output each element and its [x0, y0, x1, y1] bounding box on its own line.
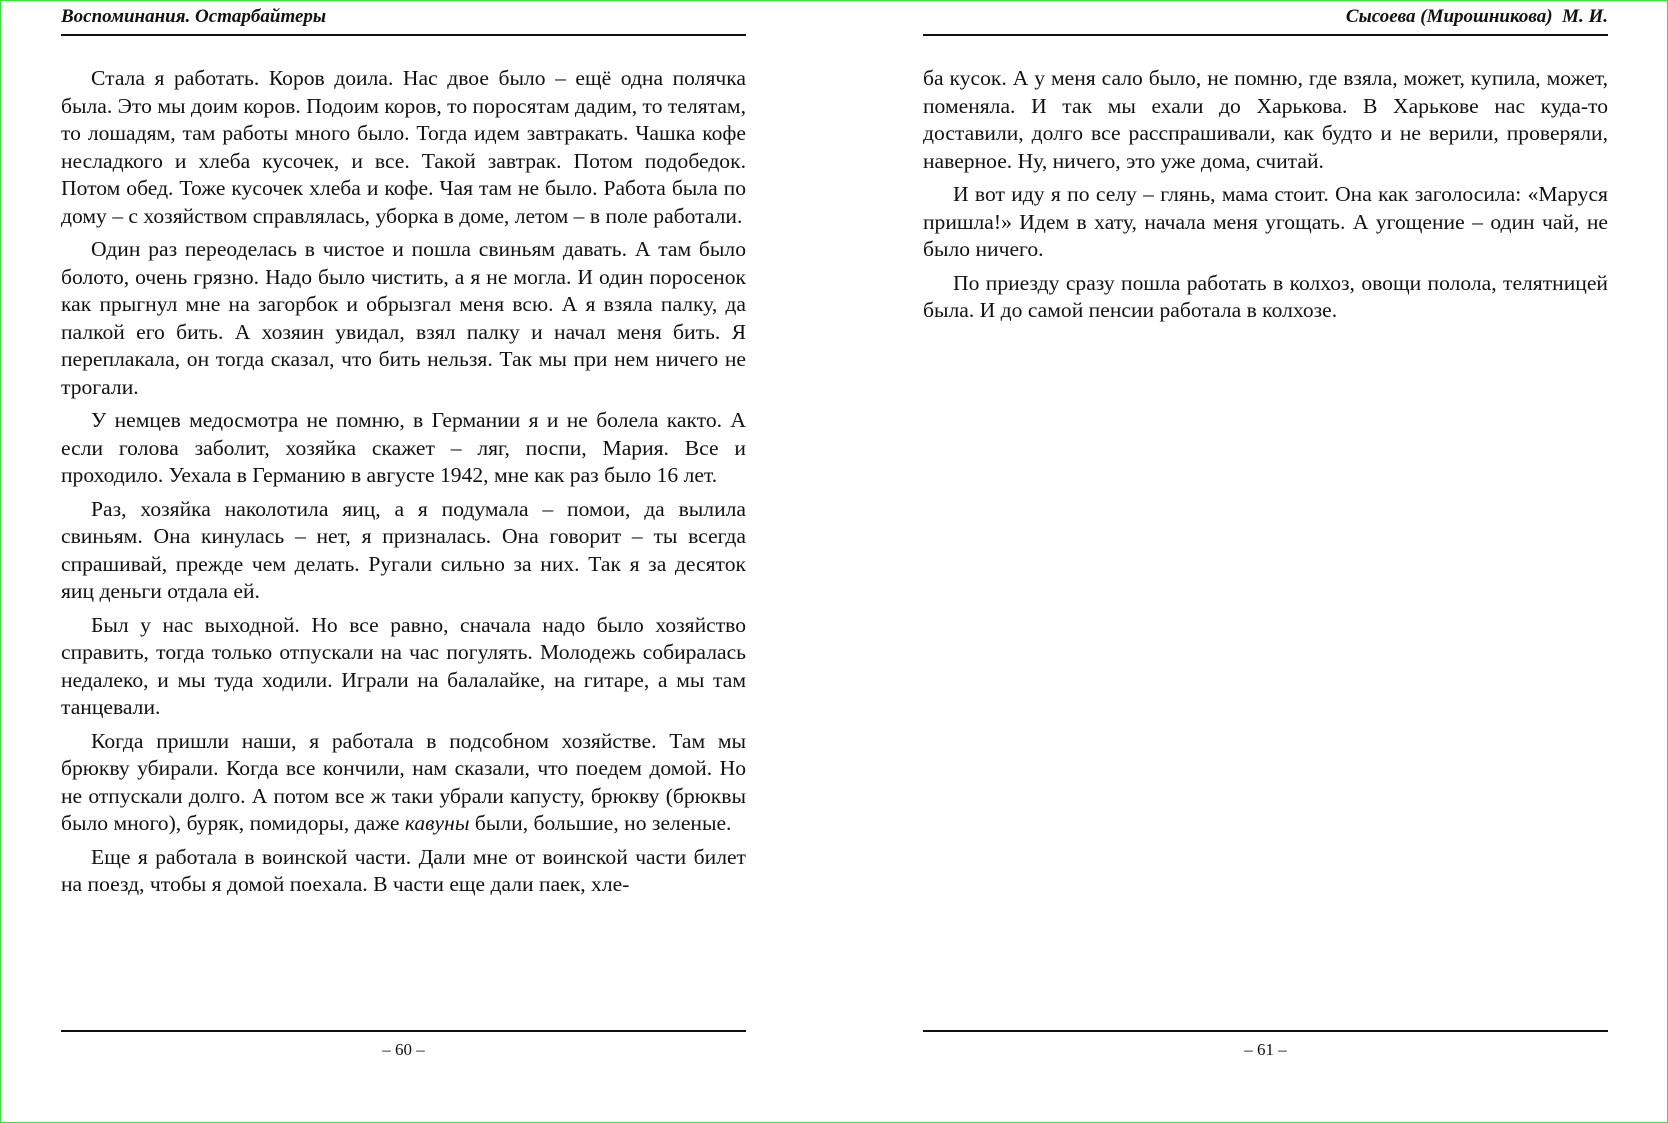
right-body-text [923, 65, 1608, 331]
left-body-text [61, 65, 746, 905]
left-paragraph-5: Был у нас выходной. Но все равно, сначала надо было хозяйство справить, тогда только отпускали на час погулять. Молодежь собиралась недалеко, и мы туда ходили. Играли на балалайке, на гитаре, а мы там танцевали. [61, 612, 746, 719]
right-page-number: – 61 – [1244, 1040, 1287, 1059]
paragraph-6-text-before: Когда пришли наши, я работала в подсобном хозяйстве. Там мы брюкву убирали. Когда все кончили, нам сказали, что поедем домой. Но не отпускали долго. А потом все ж таки убрали капусту, брюкву (брюквы было много), буряк, помидоры, даже [61, 728, 746, 835]
right-paragraph-2: По приезду сразу пошла работать в колхоз, овощи полола, телятницей была. И до самой пенсии работала в колхозе. [923, 270, 1608, 322]
left-header-rule [61, 34, 746, 36]
left-paragraph-7: Еще я работала в воинской части. Дали мне от воинской части билет на поезд, чтобы я домой поехала. В части еще дали паек, хле- [61, 844, 746, 896]
left-page [61, 0, 746, 1123]
left-paragraph-6 [61, 728, 746, 838]
left-footer-rule [61, 1030, 746, 1032]
right-header-rule [923, 34, 1608, 36]
right-paragraph-1: И вот иду я по селу – глянь, мама стоит. Она как заголосила: «Маруся пришла!» Идем в хату, начала меня угощать. А угощение – один чай, не было ничего. [923, 182, 1608, 261]
right-continuation-paragraph: ба кусок. А у меня сало было, не помню, где взяла, может, купила, может, поменяла. И так мы ехали до Харькова. В Харькове нас куда-то доставили, долго все расспрашивали, как будто и не верили, проверяли, наверное. Ну, ничего, это уже дома, считай. [923, 66, 1608, 173]
left-paragraph-4: Раз, хозяйка наколотила яиц, а я подумала – помои, да вылила свиньям. Она кинулась – нет, я призналась. Она говорит – ты всегда спрашивай, прежде чем делать. Ругали сильно за них. Так я за десяток яиц деньги отдала ей. [61, 496, 746, 603]
right-footer-rule [923, 1030, 1608, 1032]
left-paragraph-3: У немцев медосмотра не помню, в Германии я и не болела както. А если голова заболит, хозяйка скажет – ляг, поспи, Мария. Все и проходило. Уехала в Германию в августе 1942, мне как раз было 16 лет. [61, 408, 746, 487]
left-paragraph-2: Один раз переоделась в чистое и пошла свиньям давать. А там было болото, очень грязно. Надо было чистить, а я не могла. И один поросенок как прыгнул мне на загорбок и обрызгал меня всю. А я взяла палку, да палкой его бить. А хозяин увидал, взял палку и начал меня бить. Я переплакала, он тогда сказал, что бить нельзя. Так мы при нем ничего не трогали. [61, 237, 746, 399]
left-running-head: Воспоминания. Остарбайтеры [61, 6, 327, 27]
left-paragraph-1: Стала я работать. Коров доила. Нас двое было – ещё одна полячка была. Это мы доим коров. Подоим коров, то поросятам дадим, то телятам, то лошадям, там работы много было. Тогда идем завтракать. Чашка кофе несладкого и хлеба кусочек, и все. Такой завтрак. Потом подобедок. Потом обед. Тоже кусочек хлеба и кофе. Чая там не было. Работа была по дому – с хозяйством справлялась, уборка в доме, летом – в поле работали. [61, 66, 746, 228]
paragraph-6-text-after: были, большие, но зеленые. [469, 811, 732, 835]
left-page-number: – 60 – [382, 1040, 425, 1059]
right-page [923, 0, 1608, 1123]
right-running-head: Сысоева (Мирошникова) М. И. [1345, 6, 1608, 27]
paragraph-6-italic-word: кавуны [404, 811, 470, 835]
